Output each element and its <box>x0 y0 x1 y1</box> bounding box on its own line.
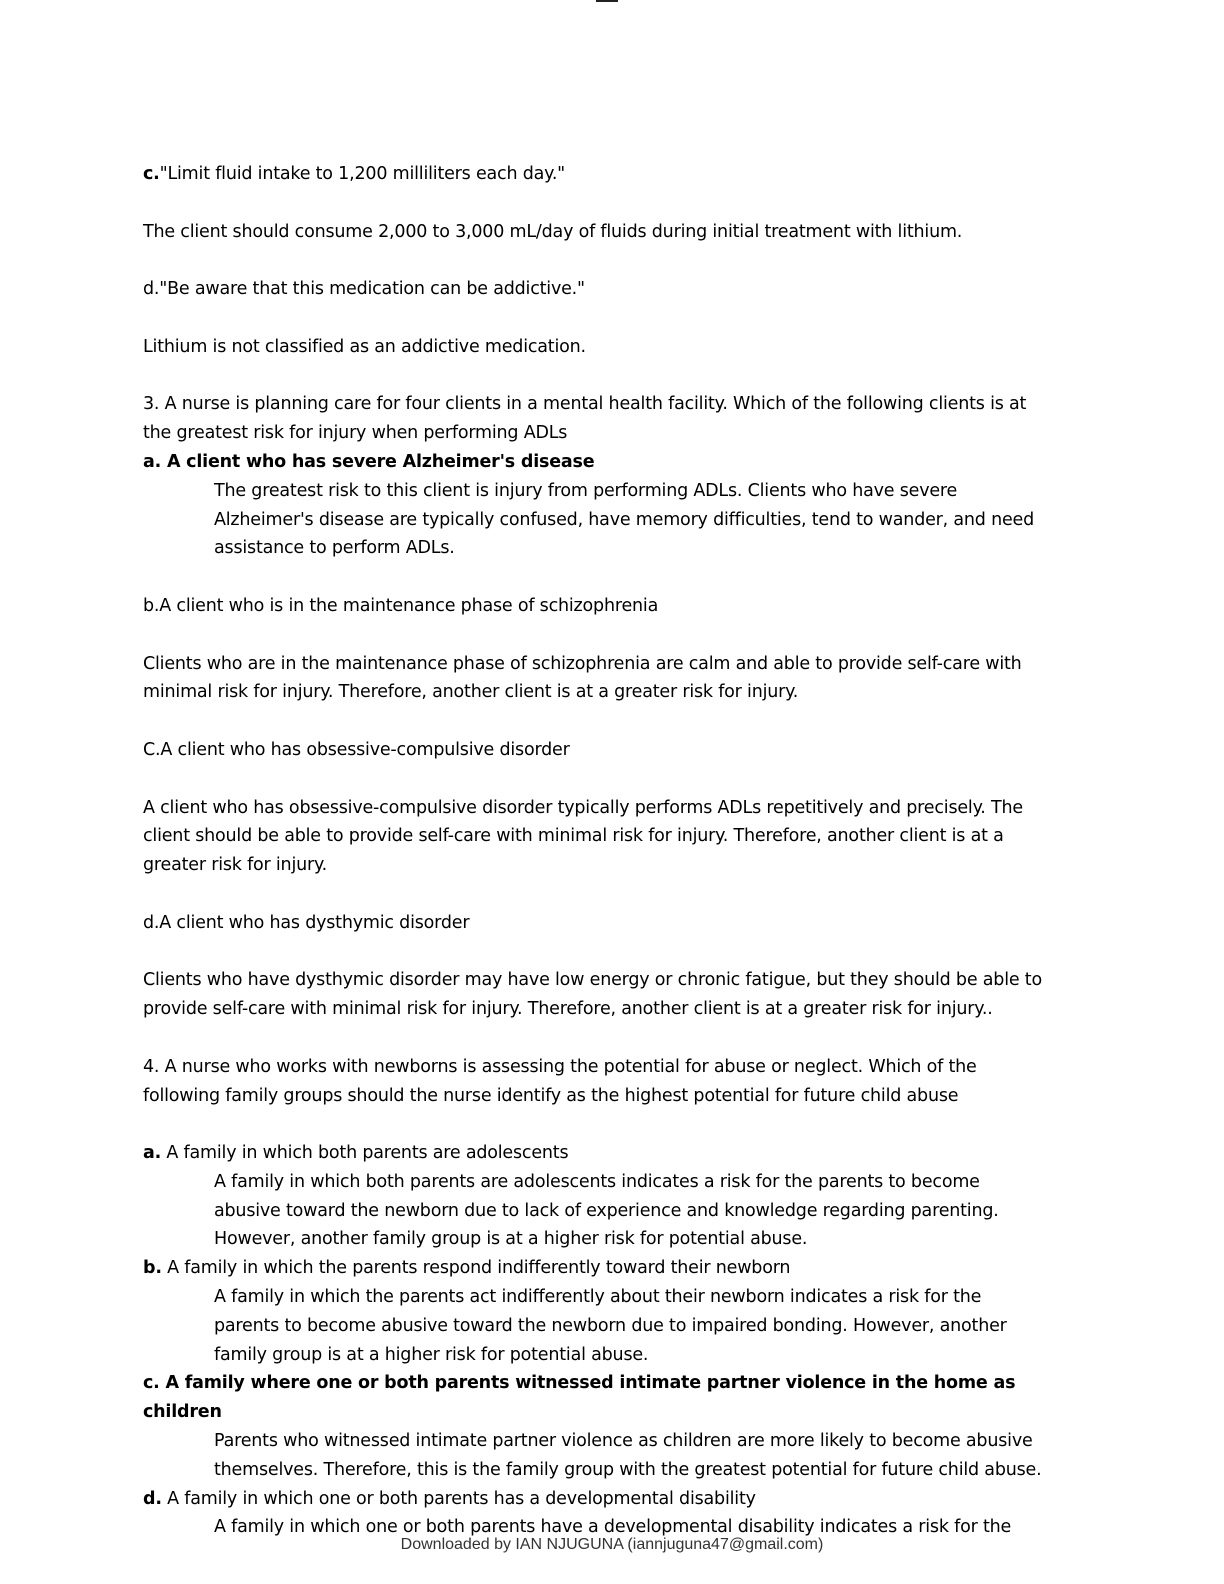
q4-option-b-rationale-2: parents to become abusive toward the newborn due to impaired bonding. However, another <box>214 1315 1007 1336</box>
q3-option-b-rationale-1: Clients who are in the maintenance phase of schizophrenia are calm and able to provide self-care with <box>143 653 1022 674</box>
option-text: A family in which both parents are adolescents <box>161 1143 569 1164</box>
option-text: A family in which one or both parents has a developmental disability <box>161 1488 756 1509</box>
q4-option-c-rationale-2: themselves. Therefore, this is the family group with the greatest potential for future child abuse. <box>214 1459 1042 1480</box>
q4-stem-line-1: 4. A nurse who works with newborns is assessing the potential for abuse or neglect. Which of the <box>143 1056 977 1077</box>
q3-option-c-rationale-1: A client who has obsessive-compulsive disorder typically performs ADLs repetitively and precisely. The <box>143 797 1023 818</box>
option-text: "Limit fluid intake to 1,200 milliliters each day." <box>159 164 566 184</box>
document-body <box>143 160 1083 1542</box>
q4-option-c: c. A family where one or both parents witnessed intimate partner violence in the home as children <box>143 1373 1016 1423</box>
q2-option-c <box>143 160 1083 189</box>
q3-option-d: d.A client who has dysthymic disorder <box>143 912 470 933</box>
q4-option-b <box>143 1254 1083 1283</box>
option-text: A family in which the parents respond indifferently toward their newborn <box>161 1258 791 1279</box>
q4-option-b-rationale-1: A family in which the parents act indifferently about their newborn indicates a risk for the <box>214 1287 982 1308</box>
q3-option-c: C.A client who has obsessive-compulsive disorder <box>143 739 570 760</box>
q3-option-a: a. A client who has severe Alzheimer's disease <box>143 451 595 472</box>
q4-option-a-rationale-1: A family in which both parents are adolescents indicates a risk for the parents to become <box>214 1171 980 1192</box>
option-label: d. <box>143 1488 162 1509</box>
q3-option-d-rationale-2: provide self-care with minimal risk for injury. Therefore, another client is at a greater risk for injury.. <box>143 999 993 1020</box>
q4-option-c-rationale-1: Parents who witnessed intimate partner violence as children are more likely to become abusive <box>214 1431 1033 1452</box>
q4-option-a-rationale-2: abusive toward the newborn due to lack of experience and knowledge regarding parenting. <box>214 1200 999 1221</box>
q4-option-b-rationale-3: family group is at a higher risk for potential abuse. <box>214 1344 649 1365</box>
q4-option-d-rationale-1: A family in which one or both parents have a developmental disability indicates a risk for the <box>214 1517 1012 1538</box>
q3-option-b-rationale-2: minimal risk for injury. Therefore, another client is at a greater risk for injury. <box>143 682 799 703</box>
q3-stem-line-1: 3. A nurse is planning care for four clients in a mental health facility. Which of the following clients is at <box>143 394 1027 415</box>
top-rule <box>596 0 618 2</box>
q2-option-d-rationale: Lithium is not classified as an addictive medication. <box>143 336 586 357</box>
q2-option-d: d."Be aware that this medication can be addictive." <box>143 279 585 300</box>
q4-option-a <box>143 1139 1083 1168</box>
q3-option-a-rationale-1: The greatest risk to this client is injury from performing ADLs. Clients who have severe <box>214 480 958 501</box>
q3-stem-line-2: the greatest risk for injury when performing ADLs <box>143 423 568 444</box>
q3-option-d-rationale-1: Clients who have dysthymic disorder may have low energy or chronic fatigue, but they should be able to <box>143 970 1042 991</box>
q3-option-a-rationale-2: Alzheimer's disease are typically confused, have memory difficulties, tend to wander, and need <box>214 509 1035 530</box>
q4-option-d <box>143 1485 1083 1514</box>
q4-option-a-rationale-3: However, another family group is at a higher risk for potential abuse. <box>214 1229 808 1250</box>
option-label: a. <box>143 1143 162 1164</box>
q2-option-c-rationale: The client should consume 2,000 to 3,000 mL/day of fluids during initial treatment with lithium. <box>143 221 963 242</box>
option-label: c. <box>143 164 160 184</box>
option-label: b. <box>143 1258 162 1279</box>
q3-option-c-rationale-2: client should be able to provide self-care with minimal risk for injury. Therefore, another client is at a <box>143 826 1004 847</box>
q4-stem-line-2: following family groups should the nurse identify as the highest potential for future child abuse <box>143 1085 959 1106</box>
download-footer: Downloaded by IAN NJUGUNA (iannjuguna47@gmail.com) <box>400 1536 824 1553</box>
q3-option-a-rationale-3: assistance to perform ADLs. <box>214 538 455 559</box>
q3-option-b: b.A client who is in the maintenance phase of schizophrenia <box>143 595 659 616</box>
q3-option-c-rationale-3: greater risk for injury. <box>143 855 328 876</box>
